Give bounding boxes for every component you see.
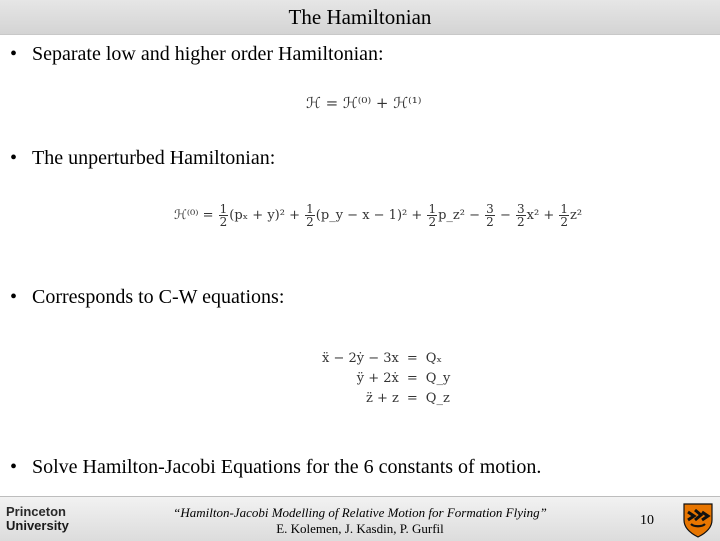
h0-term: p_z²	[438, 208, 465, 223]
cw-lhs: z̈ + z	[366, 390, 399, 406]
slide-footer	[0, 496, 720, 541]
cw-equation-row	[318, 388, 454, 408]
bullet-4	[10, 456, 541, 479]
fraction: $\frac{1}{2}$	[560, 202, 568, 229]
h0-term: (pₓ + y)²	[229, 208, 285, 223]
cw-lhs: ÿ + 2ẋ	[356, 370, 399, 386]
cw-equals: =	[406, 390, 418, 406]
cw-rhs: Q_z	[425, 390, 450, 406]
fraction: $\frac{3}{2}$	[486, 202, 494, 229]
fraction: $\frac{1}{2}$	[428, 202, 437, 229]
cw-equation-row	[318, 348, 454, 368]
page-number: 10	[640, 513, 654, 528]
princeton-logo	[6, 505, 69, 533]
bullet-3	[10, 286, 284, 309]
bullet-marker: •	[10, 43, 18, 65]
citation-authors: E. Kolemen, J. Kasdin, P. Gurfil	[276, 521, 444, 536]
logo-line-2: University	[6, 518, 69, 533]
citation-title: “Hamilton-Jacobi Modelling of Relative Motion for Formation Flying”	[173, 505, 547, 520]
bullet-marker: •	[10, 147, 18, 169]
slide-title-bar	[0, 0, 720, 35]
h0-term: (p_y − x − 1)²	[315, 208, 408, 223]
bullet-marker: •	[10, 456, 18, 478]
cw-lhs: ẍ − 2ẏ − 3x	[322, 350, 399, 366]
fraction: $\frac{3}{2}$	[516, 202, 525, 229]
equation-split: ℋ = ℋ⁽⁰⁾ + ℋ⁽¹⁾	[306, 94, 422, 112]
logo-line-1: Princeton	[6, 504, 66, 519]
cw-equals: =	[406, 350, 418, 366]
bullet-2	[10, 147, 275, 170]
fraction: $\frac{1}{2}$	[306, 202, 314, 229]
bullet-text: The unperturbed Hamiltonian:	[32, 147, 276, 169]
bullet-text: Solve Hamilton-Jacobi Equations for the 6 constants of motion.	[32, 456, 542, 478]
bullet-text: Corresponds to C-W equations:	[32, 286, 285, 308]
h0-term: x²	[526, 208, 540, 223]
h0-lhs: ℋ⁽⁰⁾ =	[174, 208, 214, 223]
equation-h0: ℋ⁽⁰⁾ = $\frac{1}{2}$ (pₓ + y)² + $\frac{1}{2}$ (p_y − x − 1)² + $\frac{1}{2}$ p_z² − $\frac{3}{2}$ − $\frac{3}{2}$ x² + $\frac{1}{2}$ z²	[174, 202, 583, 229]
cw-equations	[318, 348, 454, 408]
cw-equation-row	[318, 368, 454, 388]
citation	[150, 505, 570, 537]
cw-rhs: Q_y	[425, 370, 451, 386]
cw-equals: =	[406, 370, 418, 386]
bullet-text: Separate low and higher order Hamiltonian:	[32, 43, 384, 65]
fraction: $\frac{1}{2}$	[219, 202, 228, 229]
bullet-marker: •	[10, 286, 18, 308]
bullet-1	[10, 43, 384, 66]
cw-rhs: Qₓ	[425, 350, 442, 366]
slide-title: The Hamiltonian	[288, 5, 432, 29]
h0-term: z²	[570, 208, 583, 223]
princeton-shield-icon	[682, 502, 714, 538]
